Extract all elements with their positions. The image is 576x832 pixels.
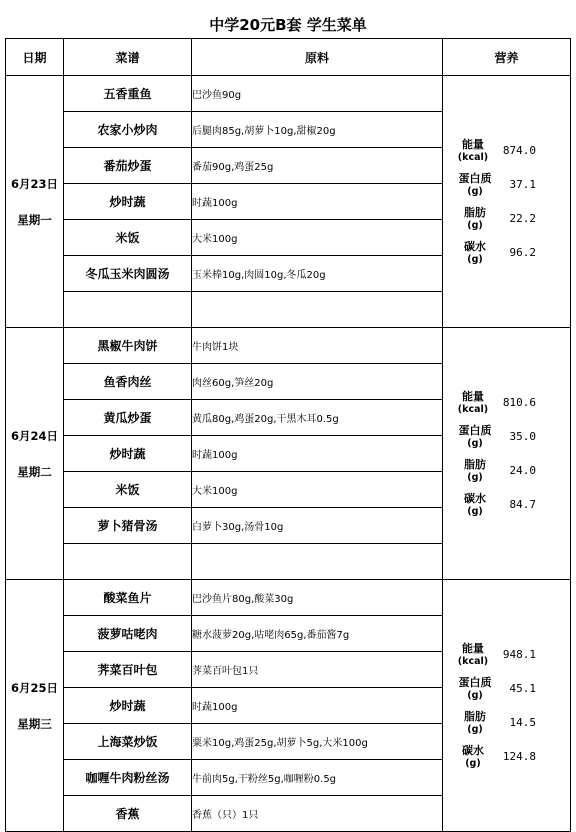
date-cell	[6, 580, 64, 832]
nutrition-unit: (kcal)	[457, 403, 489, 415]
menu-body	[6, 76, 571, 832]
dish-ingredients: 荠菜百叶包1只	[192, 652, 443, 688]
nutrition-row	[443, 672, 570, 706]
dish-ingredients: 黄瓜80g,鸡蛋20g,干黑木耳0.5g	[192, 400, 443, 436]
nutrition-unit: (kcal)	[457, 151, 489, 163]
nutrition-value: 124.8	[502, 750, 536, 763]
dish-ingredients: 大米100g	[192, 220, 443, 256]
header-row	[6, 39, 571, 76]
nutrition-value: 96.2	[509, 246, 536, 259]
date-cell	[6, 328, 64, 580]
nutrition-row	[443, 236, 570, 270]
weekday-label: 星期三	[17, 716, 52, 731]
dish-name: 香蕉	[64, 796, 192, 832]
dish-ingredients: 后腿肉85g,胡萝卜10g,甜椒20g	[192, 112, 443, 148]
menu-row	[6, 76, 571, 112]
dish-name: 米饭	[64, 220, 192, 256]
nutrition-unit: (g)	[467, 689, 483, 701]
nutrition-label: 蛋白质	[458, 675, 492, 689]
dish-ingredients: 时蔬100g	[192, 184, 443, 220]
nutrition-unit: (g)	[467, 437, 483, 449]
page-title: 中学20元B套 学生菜单	[209, 16, 367, 34]
nutrition-unit: (g)	[467, 471, 483, 483]
nutrition-unit: (g)	[467, 219, 483, 231]
nutrition-value: 22.2	[509, 212, 536, 225]
nutrition-label-group	[443, 458, 507, 484]
nutrition-label: 脂肪	[464, 709, 486, 723]
nutrition-row	[443, 386, 570, 420]
nutrition-label: 蛋白质	[458, 423, 492, 437]
dish-ingredients: 糖水菠萝20g,咕咾肉65g,番茄酱7g	[192, 616, 443, 652]
dish-name: 米饭	[64, 472, 192, 508]
nutrition-value: 24.0	[509, 464, 536, 477]
menu-row	[6, 328, 571, 364]
dish-name: 咖喱牛肉粉丝汤	[64, 760, 192, 796]
nutrition-row	[443, 740, 570, 774]
dish-ingredients: 香蕉（只）1只	[192, 796, 443, 832]
nutrition-label-group	[443, 424, 507, 450]
dish-ingredients: 大米100g	[192, 472, 443, 508]
nutrition-value: 810.6	[502, 396, 536, 409]
dish-name: 炒时蔬	[64, 184, 192, 220]
nutrition-label: 蛋白质	[458, 171, 492, 185]
nutrition-unit: (kcal)	[457, 655, 489, 667]
nutrition-label-group	[443, 172, 507, 198]
dish-name: 炒时蔬	[64, 688, 192, 724]
nutrition-label-group	[443, 390, 503, 416]
nutrition-label-group	[443, 676, 507, 702]
nutrition-label-group	[443, 642, 503, 668]
nutrition-row	[443, 488, 570, 522]
nutrition-row	[443, 168, 570, 202]
dish-name: 炒时蔬	[64, 436, 192, 472]
nutrition-label-group	[443, 492, 507, 518]
nutrition-row	[443, 638, 570, 672]
nutrition-value: 84.7	[509, 498, 536, 511]
nutrition-label-group	[443, 744, 503, 770]
dish-name: 菠萝咕咾肉	[64, 616, 192, 652]
nutrition-row	[443, 420, 570, 454]
dish-ingredients: 肉丝60g,笋丝20g	[192, 364, 443, 400]
dish-ingredients	[192, 292, 443, 328]
nutrition-label: 脂肪	[464, 205, 486, 219]
nutrition-unit: (g)	[467, 253, 483, 265]
nutrition-value: 35.0	[509, 430, 536, 443]
nutrition-label: 碳水	[464, 239, 486, 253]
nutrition-label: 能量	[461, 641, 484, 655]
dish-ingredients: 番茄90g,鸡蛋25g	[192, 148, 443, 184]
header-dish: 菜谱	[64, 39, 192, 76]
dish-name: 荠菜百叶包	[64, 652, 192, 688]
dish-name: 黑椒牛肉饼	[64, 328, 192, 364]
dish-name: 番茄炒蛋	[64, 148, 192, 184]
nutrition-row	[443, 202, 570, 236]
date-label: 6月25日	[10, 680, 58, 695]
nutrition-unit: (g)	[465, 757, 481, 769]
nutrition-cell	[443, 328, 571, 580]
nutrition-value: 14.5	[509, 716, 536, 729]
nutrition-value: 948.1	[502, 648, 536, 661]
dish-name	[64, 292, 192, 328]
dish-name: 上海菜炒饭	[64, 724, 192, 760]
dish-name	[64, 544, 192, 580]
nutrition-label: 能量	[461, 389, 484, 403]
dish-ingredients: 时蔬100g	[192, 688, 443, 724]
nutrition-label-group	[443, 138, 503, 164]
nutrition-label-group	[443, 206, 507, 232]
dish-ingredients: 巴沙鱼片80g,酸菜30g	[192, 580, 443, 616]
nutrition-cell	[443, 580, 571, 832]
menu-table	[5, 38, 571, 832]
nutrition-label: 碳水	[464, 491, 486, 505]
header-ingredients: 原料	[192, 39, 443, 76]
menu-row	[6, 580, 571, 616]
dish-ingredients: 牛前肉5g,干粉丝5g,咖喱粉0.5g	[192, 760, 443, 796]
dish-ingredients: 白萝卜30g,汤骨10g	[192, 508, 443, 544]
dish-ingredients: 巴沙鱼90g	[192, 76, 443, 112]
date-cell	[6, 76, 64, 328]
dish-ingredients	[192, 544, 443, 580]
nutrition-unit: (g)	[467, 185, 483, 197]
header-nutrition: 营养	[443, 39, 571, 76]
nutrition-label: 能量	[461, 137, 484, 151]
date-label: 6月23日	[10, 176, 58, 191]
dish-name: 鱼香肉丝	[64, 364, 192, 400]
nutrition-row	[443, 454, 570, 488]
dish-name: 冬瓜玉米肉圆汤	[64, 256, 192, 292]
date-label: 6月24日	[10, 428, 58, 443]
dish-name: 五香重鱼	[64, 76, 192, 112]
dish-ingredients: 时蔬100g	[192, 436, 443, 472]
nutrition-label: 碳水	[461, 743, 484, 757]
nutrition-value: 874.0	[502, 144, 536, 157]
header-date: 日期	[6, 39, 64, 76]
nutrition-row	[443, 706, 570, 740]
dish-name: 萝卜猪骨汤	[64, 508, 192, 544]
nutrition-row	[443, 134, 570, 168]
nutrition-label-group	[443, 710, 507, 736]
dish-ingredients: 粟米10g,鸡蛋25g,胡萝卜5g,大米100g	[192, 724, 443, 760]
weekday-label: 星期一	[17, 212, 52, 227]
nutrition-label-group	[443, 240, 507, 266]
dish-name: 农家小炒肉	[64, 112, 192, 148]
weekday-label: 星期二	[17, 464, 52, 479]
nutrition-value: 37.1	[509, 178, 536, 191]
dish-name: 黄瓜炒蛋	[64, 400, 192, 436]
dish-name: 酸菜鱼片	[64, 580, 192, 616]
nutrition-value: 45.1	[509, 682, 536, 695]
nutrition-unit: (g)	[467, 505, 483, 517]
dish-ingredients: 牛肉饼1块	[192, 328, 443, 364]
nutrition-cell	[443, 76, 571, 328]
nutrition-unit: (g)	[467, 723, 483, 735]
dish-ingredients: 玉米棒10g,肉圆10g,冬瓜20g	[192, 256, 443, 292]
nutrition-label: 脂肪	[464, 457, 486, 471]
